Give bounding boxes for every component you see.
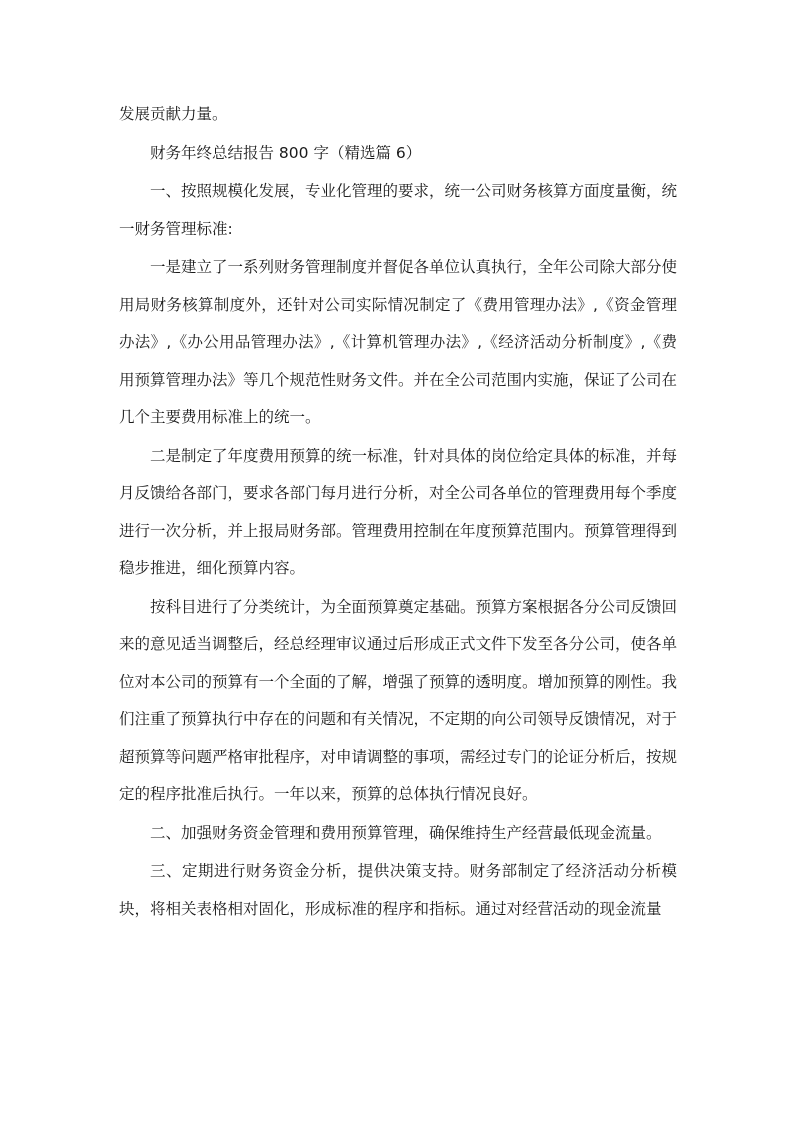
paragraph-budget-standards: 二是制定了年度费用预算的统一标准，针对具体的岗位给定具体的标准，并每月反馈给各部门，要求各部门每月进行分析，对全公司各单位的管理费用每个季度进行一次分析，并上报局财务部。管理费用控制在年度预算范围内。预算管理得到稳步推进，细化预算内容。 [119, 446, 678, 577]
paragraph-continuation: 发展贡献力量。 [119, 105, 228, 123]
paragraph-item-two: 二、加强财务资金管理和费用预算管理，确保维持生产经营最低现金流量。 [150, 823, 662, 842]
paragraph-item-three: 三、定期进行财务资金分析，提供决策支持。财务部制定了经济活动分析模块，将相关表格相对固化，形成标准的程序和指标。通过对经营活动的现金流量 [119, 862, 677, 918]
document-body [119, 96, 677, 929]
paragraph-item-one: 一、按照规模化发展，专业化管理的要求，统一公司财务核算方面度量衡，统一财务管理标准: [119, 182, 678, 238]
section-title: 财务年终总结报告 800 字（精选篇 6） [150, 143, 422, 162]
paragraph-budget-classification: 按科目进行了分类统计，为全面预算奠定基础。预算方案根据各分公司反馈回来的意见适当调整后，经总经理审议通过后形成正式文件下发至各分公司，使各单位对本公司的预算有一个全面的了解，增强了预算的透明度。增加预算的刚性。我们注重了预算执行中存在的问题和有关情况，不定期的向公司领导反馈情况，对于超预算等问题严格审批程序，对申请调整的事项，需经过专门的论证分析后，按规定的程序批准后执行。一年以来，预算的总体执行情况良好。 [119, 597, 678, 803]
paragraph-regulations: 一是建立了一系列财务管理制度并督促各单位认真执行，全年公司除大部分使用局财务核算制度外，还针对公司实际情况制定了《费用管理办法》,《资金管理办法》,《办公用品管理办法》,《计算机管理办法》,《经济活动分析制度》,《费用预算管理办法》等几个规范性财务文件。并在全公司范围内实施，保证了公司在几个主要费用标准上的统一。 [119, 258, 678, 426]
